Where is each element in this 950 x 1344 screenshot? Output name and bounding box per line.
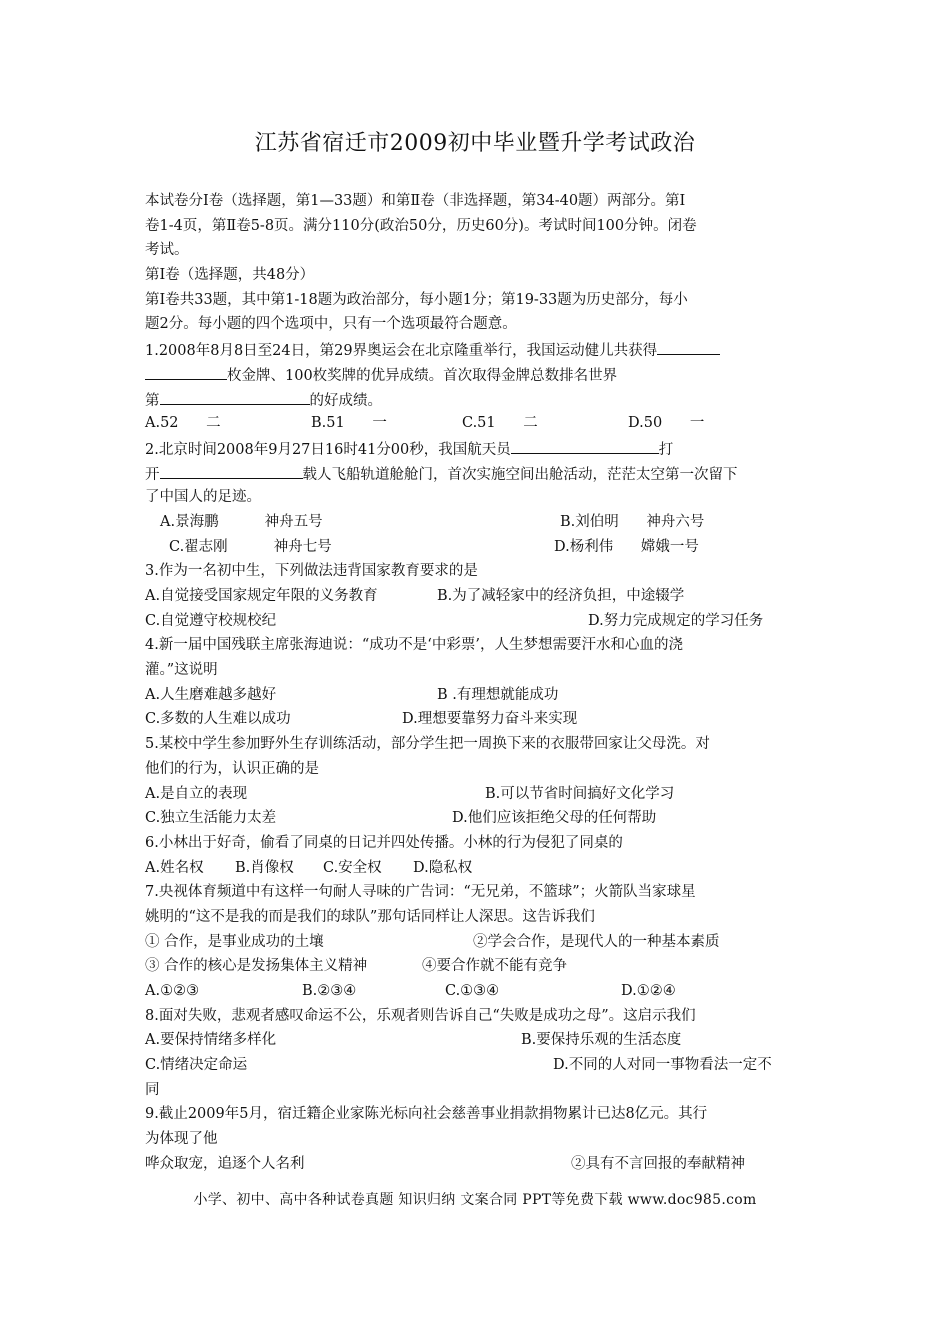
q8-option-a: A.要保持情绪多样化: [145, 1032, 277, 1049]
q7-options: [145, 979, 813, 1004]
part1-desc-line: 第Ⅰ卷共33题，其中第1-18题为政治部分，每小题1分；第19-33题为历史部分，每小: [145, 291, 688, 308]
q9-statements: [145, 1152, 813, 1177]
q6-stem: 6.小林出于好奇，偷看了同桌的日记并四处传播。小林的行为侵犯了同桌的: [145, 834, 623, 851]
q7-option-a: A.①②③: [145, 983, 200, 999]
q8-options: [145, 1028, 813, 1053]
q7-option-c: C.①③④: [445, 983, 500, 999]
q7-statement-2: ②学会合作，是现代人的一种基本素质: [473, 933, 720, 950]
q5-option-c: C.独立生活能力太差: [145, 810, 277, 827]
q3-option-c: C.自觉遵守校规校纪: [145, 612, 277, 629]
answer-blank: [160, 461, 303, 479]
q7-stem: 7.央视体育频道中有这样一句耐人寻味的广告词：“无兄弟，不篮球”；火箭队当家球星: [145, 884, 696, 901]
q5-option-d: D.他们应该拒绝父母的任何帮助: [452, 810, 657, 827]
q3-option-b: B.为了减轻家中的经济负担，中途辍学: [437, 588, 685, 604]
exam-body: [145, 189, 813, 1177]
q1-stem-text: 1.2008年8月8日至24日，第29界奥运会在北京隆重举行，我国运动健儿共获得: [145, 343, 658, 360]
q4-stem: 4.新一届中国残联主席张海迪说：“成功不是‘中彩票’，人生梦想需要汗水和心血的浇: [145, 637, 683, 654]
answer-blank: [657, 337, 720, 355]
part1-heading: 第Ⅰ卷（选择题，共48分）: [145, 267, 315, 284]
q9-stem: 为体现了他: [145, 1131, 218, 1148]
q2-stem: [145, 436, 813, 461]
answer-blank: [160, 387, 310, 405]
answer-blank: [145, 362, 227, 380]
q1-stem-text: 第: [145, 392, 160, 409]
q1-options: [145, 411, 813, 436]
q7-stem: 姚明的“这不是我的而是我们的球队”那句话同样让人深思。这告诉我们: [145, 908, 595, 925]
q2-option-b: B.刘伯明 神舟六号: [560, 513, 705, 530]
intro-line: 本试卷分Ⅰ卷（选择题，第1—33题）和第Ⅱ卷（非选择题，第34-40题）两部分。第Ⅰ: [145, 193, 686, 209]
q2-stem: [145, 461, 813, 486]
q4-stem: 灌。”这说明: [145, 662, 218, 679]
q2-option-a: A.景海鹏 神舟五号: [160, 513, 323, 530]
q6-option-b: B.肖像权: [235, 859, 294, 876]
q2-stem-text: 2.北京时间2008年9月27日16时41分00秒，我国航天员: [145, 441, 511, 458]
q9-stem: 9.截止2009年5月，宿迁籍企业家陈光标向社会慈善事业捐款捐物累计已达8亿元。其行: [145, 1106, 708, 1123]
q4-options: [145, 683, 813, 708]
q7-option-d: D.①②④: [621, 983, 676, 999]
q4-option-b: B .有理想就能成功: [437, 686, 559, 703]
q3-options: [145, 609, 813, 634]
q3-stem: 3.作为一名初中生，下列做法违背国家教育要求的是: [145, 563, 478, 580]
q3-option-d: D.努力完成规定的学习任务: [588, 612, 764, 629]
intro-line: 卷1-4页，第Ⅱ卷5-8页。满分110分(政治50分，历史60分)。考试时间100分钟。闭卷: [145, 217, 697, 234]
q2-stem-text: 了中国人的足迹。: [145, 489, 261, 506]
q7-statement-1: ① 合作，是事业成功的土壤: [145, 933, 324, 950]
q8-option-b: B.要保持乐观的生活态度: [521, 1032, 682, 1049]
q7-statements: [145, 954, 813, 979]
q2-options: [145, 535, 813, 560]
q5-option-b: B.可以节省时间搞好文化学习: [485, 785, 675, 802]
q8-options: [145, 1053, 813, 1078]
page-title: 江苏省宿迁市2009初中毕业暨升学考试政治: [254, 131, 696, 156]
q5-options: [145, 806, 813, 831]
q1-stem: [145, 362, 813, 387]
q1-option-d: D.50 一: [628, 415, 705, 432]
q3-options: [145, 584, 813, 609]
q6-option-c: C.安全权: [323, 859, 382, 876]
q8-option-d-cont: 同: [145, 1081, 160, 1098]
q5-options: [145, 782, 813, 807]
q1-stem-text: 的好成绩。: [309, 392, 382, 409]
q7-option-b: B.②③④: [302, 983, 357, 999]
q6-option-d: D.隐私权: [413, 859, 473, 876]
answer-blank: [511, 436, 659, 454]
q4-options: [145, 707, 813, 732]
q8-stem: 8.面对失败，悲观者感叹命运不公，乐观者则告诉自己“失败是成功之母”。这启示我们: [145, 1007, 696, 1024]
q2-option-c: C.翟志刚 神舟七号: [169, 538, 332, 555]
q4-option-c: C.多数的人生难以成功: [145, 711, 291, 728]
footer-text: 小学、初中、高中各种试卷真题 知识归纳 文案合同 PPT等免费下载 www.doc985.com: [193, 1192, 757, 1208]
q8-option-d: D.不同的人对同一事物看法一定不: [553, 1057, 772, 1074]
q2-options: [145, 510, 813, 535]
q9-statement-2: ②具有不言回报的奉献精神: [571, 1155, 745, 1172]
q2-option-d: D.杨利伟 嫦娥一号: [554, 538, 699, 555]
q6-option-a: A.姓名权: [145, 859, 204, 876]
q1-stem: [145, 387, 813, 412]
q7-statements: [145, 930, 813, 955]
q3-option-a: A.自觉接受国家规定年限的义务教育: [145, 588, 378, 604]
q1-stem-text: 枚金牌、100枚奖牌的优异成绩。首次取得金牌总数排名世界: [227, 367, 618, 384]
q7-statement-3: ③ 合作的核心是发扬集体主义精神: [145, 958, 368, 975]
q2-stem-text: 打: [658, 441, 674, 458]
q9-statement-1: 哗众取宠，追逐个人名利: [145, 1155, 305, 1172]
q1-option-a: A.52 二: [145, 415, 221, 432]
q1-option-c: C.51 二: [462, 415, 538, 432]
q7-statement-4: ④要合作就不能有竞争: [422, 958, 567, 975]
q6-options: [145, 856, 813, 881]
q5-stem: 5.某校中学生参加野外生存训练活动，部分学生把一周换下来的衣服带回家让父母洗。对: [145, 736, 710, 753]
q5-stem: 他们的行为，认识正确的是: [145, 760, 319, 777]
q4-option-a: A.人生磨难越多越好: [145, 686, 277, 703]
q8-option-c: C.情绪决定命运: [145, 1057, 248, 1074]
q5-option-a: A.是自立的表现: [145, 785, 248, 802]
q2-stem-text: 载人飞船轨道舱舱门，首次实施空间出舱活动，茫茫太空第一次留下: [302, 466, 738, 483]
intro-line: 考试。: [145, 242, 189, 259]
part1-desc-line: 题2分。每小题的四个选项中，只有一个选项最符合题意。: [145, 316, 517, 333]
q2-stem-text: 开: [145, 466, 160, 483]
q4-option-d: D.理想要靠努力奋斗来实现: [402, 711, 578, 728]
q1-option-b: B.51 一: [311, 415, 387, 432]
q1-stem: [145, 337, 813, 362]
